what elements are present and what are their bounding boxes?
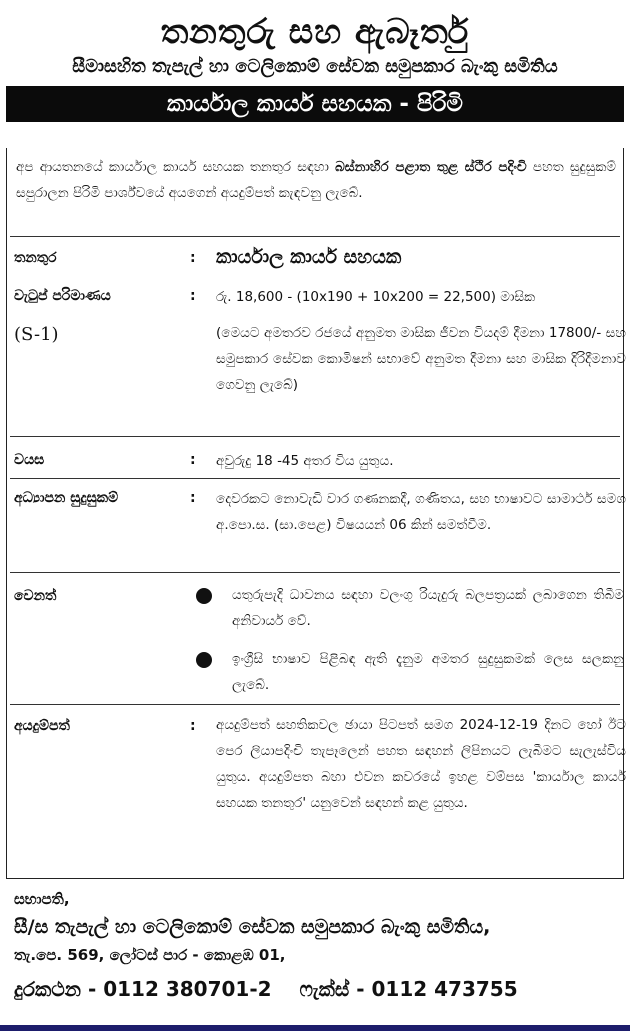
salary-label: වැටුප් පරිමාණය [14, 288, 111, 304]
age-label: වයස [14, 452, 45, 468]
divider [10, 704, 620, 705]
footer-address [14, 886, 624, 1006]
intro-text: අප ආයතනයේ කාර්යාල කාර්ය සහයක තනතුර සඳහා [16, 159, 336, 175]
education-label: අධ්‍යාපන සුදුසුකම් [14, 490, 119, 506]
intro-text-end: පහත සුදුසුකම් සපුරාලන පිරිමි පාර්ශ්වයේ අයගෙන් අයදුම්පත් කැඳවනු ලැබේ. [16, 159, 616, 201]
colon: : [190, 250, 196, 266]
post-value: කාර්යාල කාර්ය සහයක [216, 246, 402, 268]
intro-bold-text: බස්නාහිර පළාත තුළ ස්ථිර පදිංචි [335, 159, 527, 175]
footer-contact [14, 972, 624, 1006]
bullet-icon [196, 652, 212, 668]
other-label: වෙනත් [14, 588, 57, 604]
footer-chairman: සභාපති, [14, 890, 70, 908]
post-label: තනතුර [14, 250, 57, 266]
fax-number: ෆැක්ස් - 0112 473755 [299, 977, 518, 1001]
colon: : [190, 718, 196, 734]
salary-value: රු. 18,600 - (10x190 + 10x200 = 22,500) මාසික [216, 289, 536, 305]
salary-code: (S-1) [14, 324, 59, 345]
divider [10, 236, 620, 237]
colon: : [190, 452, 196, 468]
divider [10, 478, 620, 479]
intro-paragraph [16, 154, 616, 206]
age-value: අවුරුදු 18 -45 අතර විය යුතුය. [216, 453, 394, 469]
other-item: යතුරුපැදි ධාවනය සඳහා වලංගු රියැදුරු බලපත්‍රයක් ලබාගෙන තිබීම අනිවාර්ය වේ. [232, 587, 624, 629]
bottom-bar [0, 1025, 630, 1031]
salary-note: (මෙයට අමතරව රජයේ අනුමත මාසික ජීවන වියදම් දීමනා 17800/- සහ සමුපකාර සේවක කොමිෂන් සභාවේ අනුමත දීමනා සහ මාසික දිරිදීමනාව ගෙවනු ලැබේ) [216, 325, 626, 393]
phone-number: දුරකථන - 0112 380701-2 [14, 977, 272, 1001]
footer-postal-address: තැ.පෙ. 569, ලෝටස් පාර - කොළඹ 01, [14, 946, 286, 964]
divider [10, 572, 620, 573]
post-banner: කාර්යාල කාර්ය සහයක - පිරිමි [6, 86, 624, 122]
bullet-icon [196, 588, 212, 604]
divider [10, 436, 620, 437]
header [0, 0, 630, 80]
page-title: තනතුරු සහ ඇබෑර්තු [160, 12, 470, 52]
education-value: දෙවරකට නොවැඩි වාර ගණනකදී, ගණිතය, සහ භාෂාවට සාමාර්ථ සමග අ.පො.ස. (සා.පෙළ) විෂයයන් 06 කින් සමත්වීම. [216, 491, 626, 533]
other-item: ඉංග්‍රීසි භාෂාව පිළිබඳ ඇති දැනුම අමතර සුදුසුකමක් ලෙස සලකනු ලැබේ. [232, 651, 624, 693]
footer-organization: සී/ස තැපැල් හා ටෙලිකොම් සේවක සමුපකාර බැංකු සමිතිය, [14, 916, 491, 938]
application-label: අයදුම්පත් [14, 718, 70, 734]
application-value: අයදුම්පත් සහතිකවල ඡායා පිටපත් සමග 2024-12-19 දිනට හෝ ඊට පෙර ලියාපදිංචි තැපෑලෙන් පහත සඳහන් ලිපිනයට ලැබීමට සැලැස්විය යුතුය. අයදුම්පත බහා එවන කවරයේ ඉහළ වම්පස 'කාර්යාල කාර්ය සහයක තනතුර' යනුවෙන් සඳහන් කළ යුතුය. [216, 717, 626, 811]
colon: : [190, 288, 196, 304]
organization-name: සීමාසහිත තැපැල් හා ටෙලිකොම් සේවක සමුපකාර බැංකු සමිතිය [72, 56, 558, 77]
colon: : [190, 490, 196, 506]
